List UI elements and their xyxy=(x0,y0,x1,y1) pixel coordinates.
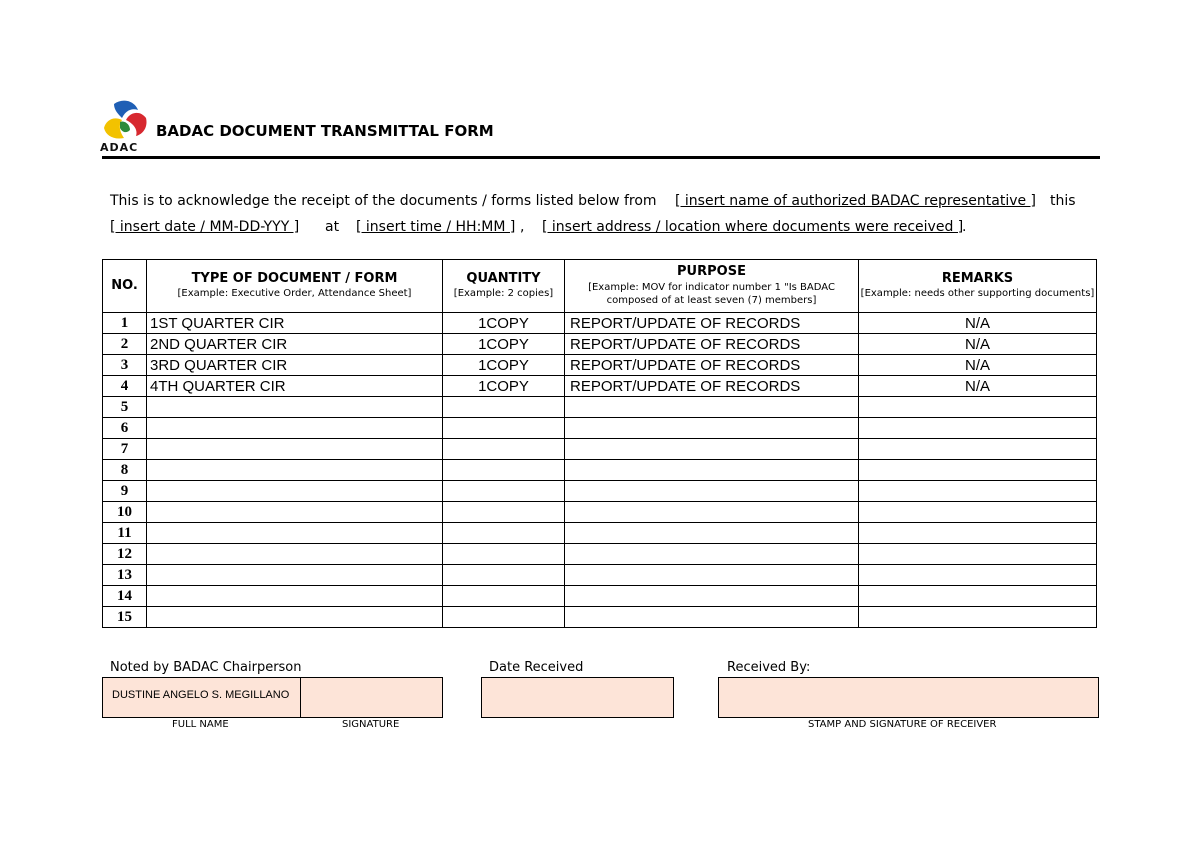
purpose-cell[interactable] xyxy=(565,544,859,565)
purpose-cell[interactable] xyxy=(565,586,859,607)
remarks-cell[interactable] xyxy=(859,607,1097,628)
header-no: NO. xyxy=(103,260,147,313)
remarks-cell[interactable] xyxy=(859,502,1097,523)
signature-field[interactable] xyxy=(300,677,443,718)
form-title: BADAC DOCUMENT TRANSMITTAL FORM xyxy=(156,122,494,140)
purpose-cell[interactable] xyxy=(565,523,859,544)
header-remarks: REMARKS [Example: needs other supporting documents] xyxy=(859,260,1097,313)
quantity-cell[interactable] xyxy=(443,397,565,418)
table-header-row xyxy=(103,260,1097,313)
document-cell[interactable]: 4TH QUARTER CIR xyxy=(147,376,443,397)
header-divider xyxy=(102,156,1100,159)
purpose-cell[interactable] xyxy=(565,439,859,460)
remarks-cell[interactable] xyxy=(859,523,1097,544)
purpose-cell[interactable]: REPORT/UPDATE OF RECORDS xyxy=(565,355,859,376)
chair-name-field[interactable] xyxy=(102,677,302,718)
received-by-label: Received By: xyxy=(727,660,811,675)
header-type-example: [Example: Executive Order, Attendance Sheet] xyxy=(177,288,412,300)
documents-table xyxy=(102,259,1097,628)
header-purpose: PURPOSE [Example: MOV for indicator number 1 "Is BADAC composed of at least seven (7) members] xyxy=(565,260,859,313)
table-row xyxy=(103,502,1097,523)
table-row xyxy=(103,481,1097,502)
purpose-cell[interactable]: REPORT/UPDATE OF RECORDS xyxy=(565,313,859,334)
remarks-cell[interactable] xyxy=(859,439,1097,460)
row-number: 5 xyxy=(103,397,147,418)
remarks-cell[interactable]: N/A xyxy=(859,355,1097,376)
document-cell[interactable] xyxy=(147,586,443,607)
document-cell[interactable] xyxy=(147,565,443,586)
document-cell[interactable] xyxy=(147,439,443,460)
header-quantity-example: [Example: 2 copies] xyxy=(453,288,554,300)
remarks-cell[interactable] xyxy=(859,586,1097,607)
document-cell[interactable] xyxy=(147,523,443,544)
remarks-cell[interactable]: N/A xyxy=(859,376,1097,397)
quantity-cell[interactable]: 1COPY xyxy=(443,355,565,376)
date-received-field[interactable] xyxy=(481,677,674,718)
row-number: 14 xyxy=(103,586,147,607)
received-by-field[interactable] xyxy=(718,677,1099,718)
purpose-cell[interactable] xyxy=(565,418,859,439)
quantity-cell[interactable]: 1COPY xyxy=(443,376,565,397)
table-row xyxy=(103,565,1097,586)
header-quantity: QUANTITY [Example: 2 copies] xyxy=(443,260,565,313)
row-number: 8 xyxy=(103,460,147,481)
remarks-cell[interactable] xyxy=(859,397,1097,418)
purpose-cell[interactable] xyxy=(565,565,859,586)
purpose-cell[interactable] xyxy=(565,502,859,523)
table-row xyxy=(103,544,1097,565)
table-row xyxy=(103,439,1097,460)
ack-prefix: This is to acknowledge the receipt of the documents / forms listed below from xyxy=(110,193,657,209)
quantity-cell[interactable] xyxy=(443,607,565,628)
representative-field[interactable]: [ insert name of authorized BADAC representative ] xyxy=(675,193,1037,209)
document-cell[interactable] xyxy=(147,418,443,439)
table-row xyxy=(103,313,1097,334)
quantity-cell[interactable] xyxy=(443,439,565,460)
table-row xyxy=(103,460,1097,481)
row-number: 3 xyxy=(103,355,147,376)
quantity-cell[interactable] xyxy=(443,586,565,607)
quantity-cell[interactable] xyxy=(443,565,565,586)
remarks-cell[interactable]: N/A xyxy=(859,334,1097,355)
table-row xyxy=(103,355,1097,376)
logo-text: ADAC xyxy=(100,141,139,154)
row-number: 2 xyxy=(103,334,147,355)
noted-by-label: Noted by BADAC Chairperson xyxy=(110,660,302,675)
row-number: 1 xyxy=(103,313,147,334)
table-row xyxy=(103,418,1097,439)
row-number: 11 xyxy=(103,523,147,544)
table-row xyxy=(103,397,1097,418)
document-cell[interactable]: 1ST QUARTER CIR xyxy=(147,313,443,334)
row-number: 4 xyxy=(103,376,147,397)
table-row xyxy=(103,523,1097,544)
address-field[interactable]: [ insert address / location where documents were received ] xyxy=(542,219,964,235)
date-received-label: Date Received xyxy=(489,660,584,675)
quantity-cell[interactable]: 1COPY xyxy=(443,313,565,334)
stamp-caption: STAMP AND SIGNATURE OF RECEIVER xyxy=(808,719,997,730)
purpose-cell[interactable]: REPORT/UPDATE OF RECORDS xyxy=(565,376,859,397)
table-row xyxy=(103,586,1097,607)
quantity-cell[interactable] xyxy=(443,523,565,544)
purpose-cell[interactable] xyxy=(565,481,859,502)
header-type: TYPE OF DOCUMENT / FORM [Example: Executive Order, Attendance Sheet] xyxy=(147,260,443,313)
remarks-cell[interactable] xyxy=(859,418,1097,439)
ack-at: at xyxy=(325,219,340,235)
date-field[interactable]: [ insert date / MM-DD-YYY ] xyxy=(110,219,300,235)
row-number: 9 xyxy=(103,481,147,502)
quantity-cell[interactable] xyxy=(443,502,565,523)
purpose-cell[interactable]: REPORT/UPDATE OF RECORDS xyxy=(565,334,859,355)
header-purpose-example: [Example: MOV for indicator number 1 "Is BADAC composed of at least seven (7) members] xyxy=(588,281,835,307)
signature-caption: SIGNATURE xyxy=(342,719,400,730)
remarks-cell[interactable] xyxy=(859,481,1097,502)
row-number: 7 xyxy=(103,439,147,460)
remarks-cell[interactable]: N/A xyxy=(859,313,1097,334)
table-row xyxy=(103,334,1097,355)
quantity-cell[interactable] xyxy=(443,481,565,502)
remarks-cell[interactable] xyxy=(859,565,1097,586)
table-row xyxy=(103,607,1097,628)
quantity-cell[interactable] xyxy=(443,544,565,565)
row-number: 13 xyxy=(103,565,147,586)
row-number: 6 xyxy=(103,418,147,439)
ack-comma: , xyxy=(520,219,525,235)
chair-name-value: DUSTINE ANGELO S. MEGILLANO xyxy=(112,689,290,701)
full-name-caption: FULL NAME xyxy=(172,719,229,730)
quantity-cell[interactable] xyxy=(443,460,565,481)
document-cell[interactable]: 3RD QUARTER CIR xyxy=(147,355,443,376)
ack-this: this xyxy=(1050,193,1076,209)
remarks-cell[interactable] xyxy=(859,460,1097,481)
purpose-cell[interactable] xyxy=(565,397,859,418)
document-cell[interactable]: 2ND QUARTER CIR xyxy=(147,334,443,355)
quantity-cell[interactable]: 1COPY xyxy=(443,334,565,355)
row-number: 12 xyxy=(103,544,147,565)
purpose-cell[interactable] xyxy=(565,460,859,481)
document-cell[interactable] xyxy=(147,544,443,565)
document-cell[interactable] xyxy=(147,607,443,628)
remarks-cell[interactable] xyxy=(859,544,1097,565)
document-cell[interactable] xyxy=(147,481,443,502)
header-remarks-example: [Example: needs other supporting documents] xyxy=(860,288,1095,300)
ack-period: . xyxy=(962,219,967,235)
quantity-cell[interactable] xyxy=(443,418,565,439)
purpose-cell[interactable] xyxy=(565,607,859,628)
time-field[interactable]: [ insert time / HH:MM ] xyxy=(356,219,516,235)
table-row xyxy=(103,376,1097,397)
document-cell[interactable] xyxy=(147,502,443,523)
document-cell[interactable] xyxy=(147,397,443,418)
row-number: 10 xyxy=(103,502,147,523)
row-number: 15 xyxy=(103,607,147,628)
document-cell[interactable] xyxy=(147,460,443,481)
